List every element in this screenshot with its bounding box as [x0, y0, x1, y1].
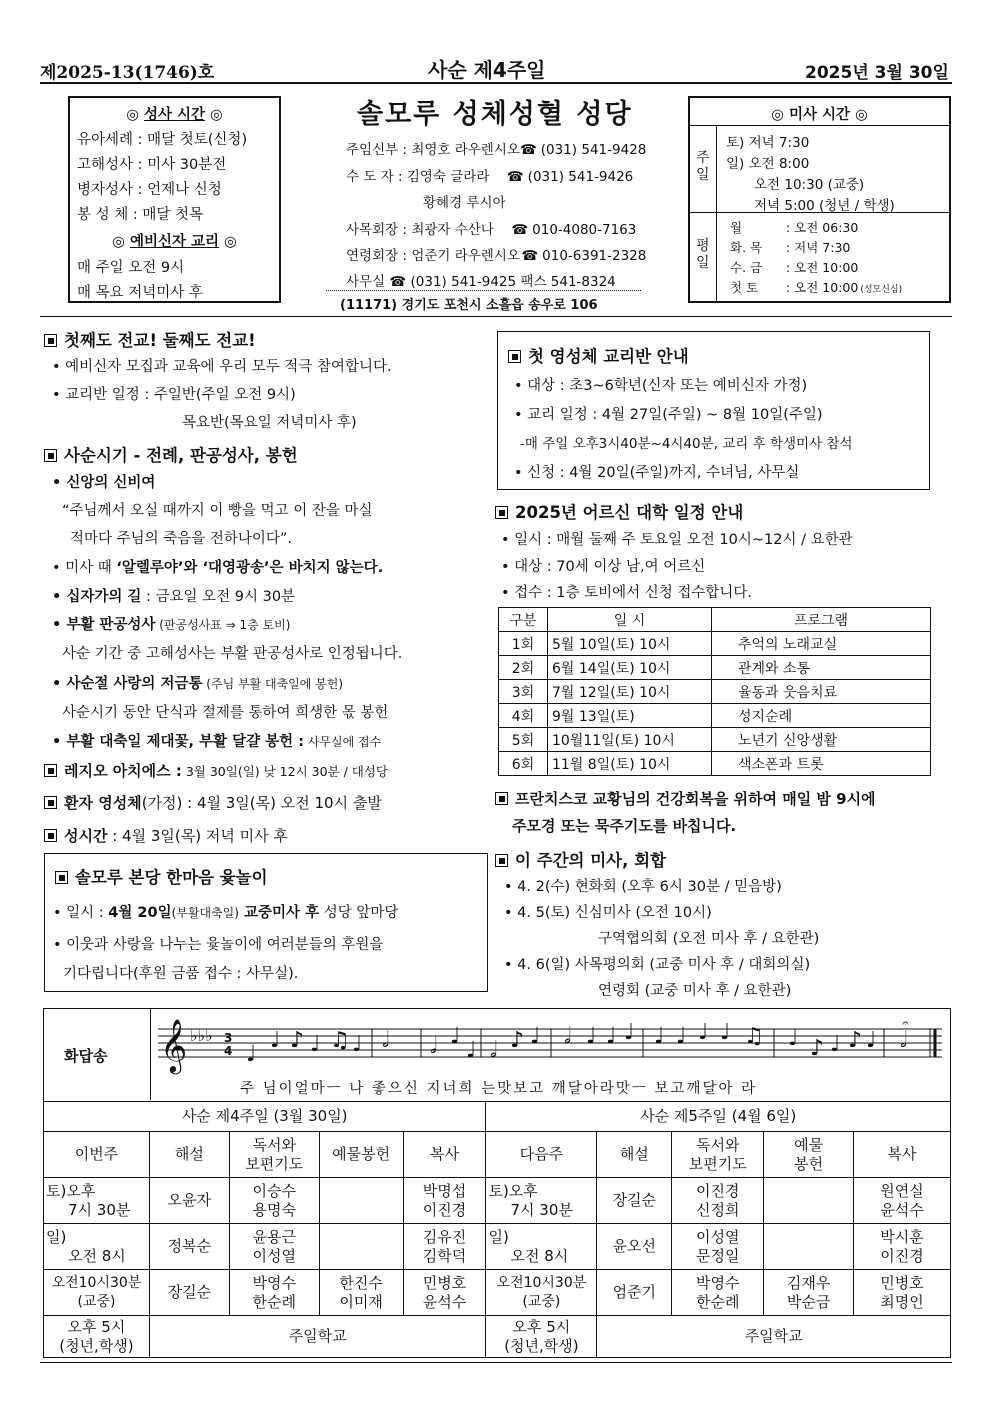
svg-text:♩: ♩ — [830, 1032, 841, 1057]
header-offertory: 예물봉헌 — [319, 1132, 403, 1178]
table-row: 3회 7월 12일(토) 10시 율동과 웃음치료 — [499, 680, 931, 704]
header-this-week: 이번주 — [44, 1132, 150, 1178]
text-line: • 대상 : 초3~6학년(신자 또는 예비신자 가정) — [514, 378, 808, 394]
text-line: 기다립니다(후원 금품 접수 : 사무실). — [63, 966, 299, 982]
text-line: • 일시 : 4월 20일(부활대축일) 교중미사 후 성당 앞마당 — [53, 905, 399, 921]
square-bullet-icon — [508, 350, 521, 363]
table-row: 2회 6월 14일(토) 10시 관계와 소통 — [499, 656, 931, 680]
contact-row — [346, 164, 646, 191]
svg-text:♩: ♩ — [450, 1024, 461, 1049]
sunday-mass: 오전 10:30 (교중) — [754, 177, 865, 193]
table-row: 오전10시30분 (교중) 장길순 박영수 한순례 한진수 이미재 민병호 윤석수 오전10시30분 (교중) 엄준기 박영수 한순례 김재우 박순금 민병호 최명인 — [44, 1270, 951, 1316]
parish-address: (11171) 경기도 포천시 소흘읍 송우로 106 — [340, 298, 598, 313]
weekday-row: 월 : 오전 06:30 — [730, 220, 859, 235]
square-bullet-icon — [55, 871, 68, 884]
weekly-title: 이 주간의 미사, 회합 — [495, 847, 666, 871]
svg-text:♭♭♭: ♭♭♭ — [190, 1026, 213, 1045]
text-line: • 교리 일정 : 4월 27일(주일) ~ 8월 10일(주일) — [514, 407, 823, 423]
psalm-box — [43, 1008, 951, 1102]
section-rule — [40, 316, 952, 317]
svg-text:♪: ♪ — [810, 1036, 825, 1061]
mass-times-box — [688, 96, 951, 303]
sacrament-item: 병자성사 : 언제나 신청 — [77, 182, 222, 198]
text-line: 구역협의회 (오전 미사 후 / 요한관) — [598, 931, 820, 947]
table-row: 일) 오전 8시 정복순 윤용근 이성열 김유진 김학덕 일) 오전 8시 윤오선 이성열 문정일 박시훈 이진경 — [44, 1224, 951, 1270]
contact-phone: (031) 541-9428 — [540, 142, 647, 158]
contact-label: 사목회장 : — [346, 221, 408, 238]
sunday-school-cell: 주일학교 — [149, 1316, 486, 1358]
svg-text:♫: ♫ — [330, 1028, 350, 1053]
contact-label: 주임신부 : — [346, 142, 408, 158]
table-row: 4회 9월 13일(토) 성지순례 — [499, 704, 931, 728]
address-rule — [326, 290, 641, 291]
weekday-row: 첫 토 : 오전 10:00 (성모신심) — [730, 280, 903, 295]
target-icon: ◎ — [219, 234, 237, 250]
svg-text:♩: ♩ — [246, 1042, 257, 1067]
table-row: 1회 5월 10일(토) 10시 추억의 노래교실 — [499, 632, 931, 656]
svg-text:♩: ♩ — [530, 1024, 541, 1049]
lent-title: 사순시기 - 전례, 판공성사, 봉헌 — [44, 442, 298, 466]
issue-number: 제2025-13(1746)호 — [40, 63, 215, 83]
elder-schedule-table — [498, 607, 931, 776]
text-line: • 사순절 사랑의 저금통 (주님 부활 대축일에 봉헌) — [52, 676, 344, 692]
svg-text:4: 4 — [224, 1044, 233, 1058]
contact-phone: 010-6391-2328 — [542, 248, 647, 264]
text-line: 연령회 (교중 미사 후 / 요한관) — [598, 983, 792, 999]
text-line: • 4. 2(수) 현화회 (오후 6시 30분 / 믿음방) — [504, 879, 782, 895]
text-line: • 부활 대축일 제대꽃, 부활 달걀 봉헌 : 사무실에 접수 — [52, 734, 382, 750]
pope-prayer-line: 프란치스코 교황님의 건강회복을 위하여 매일 밤 9시에 — [495, 788, 876, 809]
page-title: 사순 제4주일 — [428, 58, 546, 82]
catechumen-item: 매 목요 저녁미사 후 — [77, 285, 203, 301]
text-line: • 대상 : 70세 이상 남,여 어르신 — [501, 559, 706, 575]
svg-text:3: 3 — [224, 1031, 233, 1045]
svg-text:♩: ♩ — [676, 1024, 687, 1049]
svg-text:♩: ♩ — [586, 1024, 597, 1049]
header-server: 복사 — [854, 1132, 951, 1178]
weekday-label: 평일 — [696, 238, 710, 271]
contact-phone: 010-4080-7163 — [532, 221, 637, 238]
catechumen-title: 예비신자 교리 — [129, 234, 220, 250]
text-line: • 예비신자 모집과 교육에 우리 모두 적극 참여합니다. — [52, 359, 392, 375]
sacrament-item: 고해성사 : 미사 30분전 — [77, 157, 227, 173]
contact-name: 김영숙 글라라 — [406, 168, 490, 185]
parish-name: 솔모루 성체성혈 성당 — [357, 99, 633, 130]
header-offertory: 예물 봉헌 — [764, 1132, 854, 1178]
yut-title: 솔모루 본당 한마음 윷놀이 — [55, 864, 268, 888]
week2-title: 사순 제5주일 (4월 6일) — [486, 1102, 951, 1132]
svg-text:♩: ♩ — [654, 1024, 665, 1049]
evangelization-title: 첫째도 전교! 둘째도 전교! — [44, 327, 256, 351]
text-line: • 이웃과 사랑을 나누는 윷놀이에 여러분들의 후원을 — [53, 937, 384, 953]
table-header-row: 구분 일 시 프로그램 — [499, 608, 931, 632]
svg-text:♩: ♩ — [624, 1020, 635, 1045]
text-line: 목요반(목요일 저녁미사 후) — [182, 415, 357, 431]
header-reading: 독서와 보편기도 — [672, 1132, 764, 1178]
square-bullet-icon — [495, 506, 508, 519]
parish-contacts — [346, 137, 646, 270]
sunday-label: 주일 — [696, 150, 710, 183]
svg-text:♩: ♩ — [720, 1020, 731, 1045]
week1-title: 사순 제4주일 (3월 30일) — [44, 1102, 486, 1132]
header-commentary: 해설 — [149, 1132, 229, 1178]
text-line: • 4. 6(일) 사목평의회 (교중 미사 후 / 대회의실) — [504, 957, 811, 973]
target-icon: ◎ — [771, 107, 789, 123]
svg-text:𝄐: 𝄐 — [902, 1016, 909, 1030]
first-communion-title: 첫 영성체 교리반 안내 — [508, 343, 689, 367]
issue-date: 2025년 3월 30일 — [805, 63, 949, 83]
sunday-mass: 일) 오전 8:00 — [726, 156, 810, 172]
table-row: 오후 5시 (청년,학생) 주일학교 오후 5시 (청년,학생) 주일학교 — [44, 1316, 951, 1358]
contact-name: 최영호 라우렌시오 — [411, 142, 520, 158]
svg-text:♩: ♩ — [310, 1032, 321, 1057]
first-communion-box — [497, 331, 930, 490]
sick-communion-line: 환자 영성체(가정) : 4월 3일(목) 오전 10시 출발 — [44, 792, 382, 813]
contact-row — [346, 137, 646, 164]
holy-hour-line: 성시간 : 4월 3일(목) 저녁 미사 후 — [44, 825, 288, 846]
square-bullet-icon — [495, 854, 508, 867]
svg-text:♩: ♩ — [698, 1020, 709, 1045]
contact-label: 연령회장 : — [346, 248, 408, 264]
square-bullet-icon — [44, 796, 57, 809]
psalm-label: 화답송 — [64, 1047, 108, 1065]
square-bullet-icon — [495, 792, 508, 805]
svg-text:𝅗𝅥: 𝅗𝅥 — [382, 1028, 389, 1053]
roster-week-row — [44, 1102, 951, 1132]
target-icon: ◎ — [112, 234, 130, 250]
text-line: 사순 기간 중 고해성사는 부활 판공성사로 인정됩니다. — [62, 646, 403, 662]
text-line: 사순시기 동안 단식과 절제를 통하여 희생한 몫 봉헌 — [62, 705, 389, 721]
weekday-row: 화. 목 : 저녁 7:30 — [730, 240, 851, 255]
contact-name: 황혜경 루시아 — [423, 195, 506, 211]
phone-icon: ☎ — [511, 221, 529, 238]
square-bullet-icon — [44, 829, 57, 842]
sacrament-item: 봉 성 체 : 매달 첫목 — [77, 207, 203, 223]
text-line: • 교리반 일정 : 주일반(주일 오전 9시) — [52, 387, 296, 403]
weekday-list — [730, 218, 902, 300]
contact-name: 최광자 수산나 — [411, 221, 494, 238]
roster-table — [43, 1101, 951, 1358]
text-line: -매 주일 오후3시40분~4시40분, 교리 후 학생미사 참석 — [520, 436, 853, 452]
svg-text:♩: ♩ — [352, 1032, 363, 1057]
weekday-row: 수. 금 : 오전 10:00 — [730, 260, 859, 275]
svg-text:𝅗𝅥: 𝅗𝅥 — [490, 1038, 497, 1063]
roster-header-row — [44, 1132, 951, 1178]
text-line: • 십자가의 길 : 금요일 오전 9시 30분 — [52, 589, 296, 605]
text-line: “주님께서 오실 때까지 이 빵을 먹고 이 잔을 마실 — [62, 503, 373, 519]
music-staff — [154, 1015, 946, 1077]
svg-text:♩: ♩ — [270, 1028, 281, 1053]
header-rule — [40, 82, 952, 84]
catechumen-item: 매 주일 오전 9시 — [77, 260, 185, 276]
svg-text:𝅗𝅥: 𝅗𝅥 — [900, 1028, 907, 1053]
text-line: • 4. 5(토) 신심미사 (오전 10시) — [504, 905, 712, 921]
header-next-week: 다음주 — [486, 1132, 597, 1178]
svg-text:𝄞: 𝄞 — [160, 1018, 188, 1072]
svg-text:♫: ♫ — [744, 1024, 764, 1049]
table-row: 6회 11월 8일(토) 10시 색소폰과 트롯 — [499, 752, 931, 776]
psalm-lyrics: 주 님이얼마ㅡ 나 좋으신 지너희 는맛보고 깨달아라맛ㅡ 보고깨달아 라 — [240, 1081, 758, 1097]
target-icon: ◎ — [205, 107, 223, 123]
table-row: 토)오후 7시 30분 오윤자 이승수 용명숙 박명섭 이진경 토)오후 7시 30분 장길순 이진경 신정희 원연실 윤석수 — [44, 1178, 951, 1224]
svg-text:♩: ♩ — [788, 1026, 799, 1051]
svg-text:𝅗𝅥: 𝅗𝅥 — [430, 1034, 437, 1059]
contact-row — [346, 217, 646, 244]
svg-text:♪: ♪ — [290, 1028, 305, 1053]
text-line: • 신청 : 4월 20일(주일)까지, 수녀님, 사무실 — [514, 465, 800, 481]
mass-times-title: 미사 시간 — [788, 107, 851, 123]
target-icon: ◎ — [126, 107, 144, 123]
svg-text:𝅗𝅥: 𝅗𝅥 — [564, 1024, 571, 1049]
contact-label: 수 도 자 : — [346, 168, 403, 185]
yut-box — [44, 853, 488, 992]
contact-name: 엄준기 라우렌시오 — [411, 248, 520, 264]
contact-row — [346, 243, 646, 270]
sacrament-item: 유아세례 : 매달 첫토(신청) — [77, 132, 248, 148]
sacraments-title: 성사 시간 — [143, 107, 206, 123]
sunday-mass: 토) 저녁 7:30 — [726, 135, 810, 151]
sunday-school-cell: 주일학교 — [597, 1316, 951, 1358]
phone-icon: ☎ — [519, 142, 537, 158]
legio-line: 레지오 아치에스 : 3월 30일(일) 낮 12시 30분 / 대성당 — [44, 760, 388, 781]
pope-prayer-line-2: 주모경 또는 묵주기도를 바칩니다. — [512, 817, 737, 835]
square-bullet-icon — [44, 764, 57, 777]
elder-college-title: 2025년 어르신 대학 일정 안내 — [495, 499, 743, 523]
text-line: • 일시 : 매월 둘째 주 토요일 오전 10시~12시 / 요한관 — [501, 532, 853, 548]
contact-row — [346, 190, 646, 217]
header-server: 복사 — [403, 1132, 486, 1178]
footer-rule — [40, 1362, 952, 1363]
square-bullet-icon — [44, 334, 57, 347]
sunday-mass: 저녁 5:00 (청년 / 학생) — [754, 198, 895, 214]
text-line: • 미사 때 ‘알렐루야’와 ‘대영광송’은 바치지 않는다. — [52, 560, 384, 576]
svg-text:♩: ♩ — [866, 1028, 877, 1053]
svg-text:♪: ♪ — [510, 1028, 525, 1053]
svg-text:♩: ♩ — [606, 1024, 617, 1049]
sacraments-box — [68, 96, 281, 303]
svg-text:♩: ♩ — [466, 1038, 477, 1063]
header-reading: 독서와 보편기도 — [229, 1132, 319, 1178]
office-contact: 사무실 ☎ (031) 541-9425 팩스 541-8324 — [346, 274, 616, 290]
phone-icon: ☎ — [521, 248, 539, 264]
text-line: • 신앙의 신비여 — [52, 475, 156, 491]
contact-phone: (031) 541-9426 — [527, 168, 634, 185]
target-icon: ◎ — [850, 107, 868, 123]
table-row: 5회 10월11일(토) 10시 노년기 신앙생활 — [499, 728, 931, 752]
phone-icon: ☎ — [506, 168, 524, 185]
svg-text:♪: ♪ — [848, 1028, 863, 1053]
square-bullet-icon — [44, 449, 57, 462]
header-commentary: 해설 — [597, 1132, 672, 1178]
text-line: 적마다 주님의 죽음을 전하나이다”. — [70, 531, 293, 547]
text-line: • 접수 : 1층 토비에서 신청 접수합니다. — [501, 585, 753, 601]
text-line: • 부활 판공성사 (판공성사표 ⇒ 1층 토비) — [52, 617, 291, 633]
